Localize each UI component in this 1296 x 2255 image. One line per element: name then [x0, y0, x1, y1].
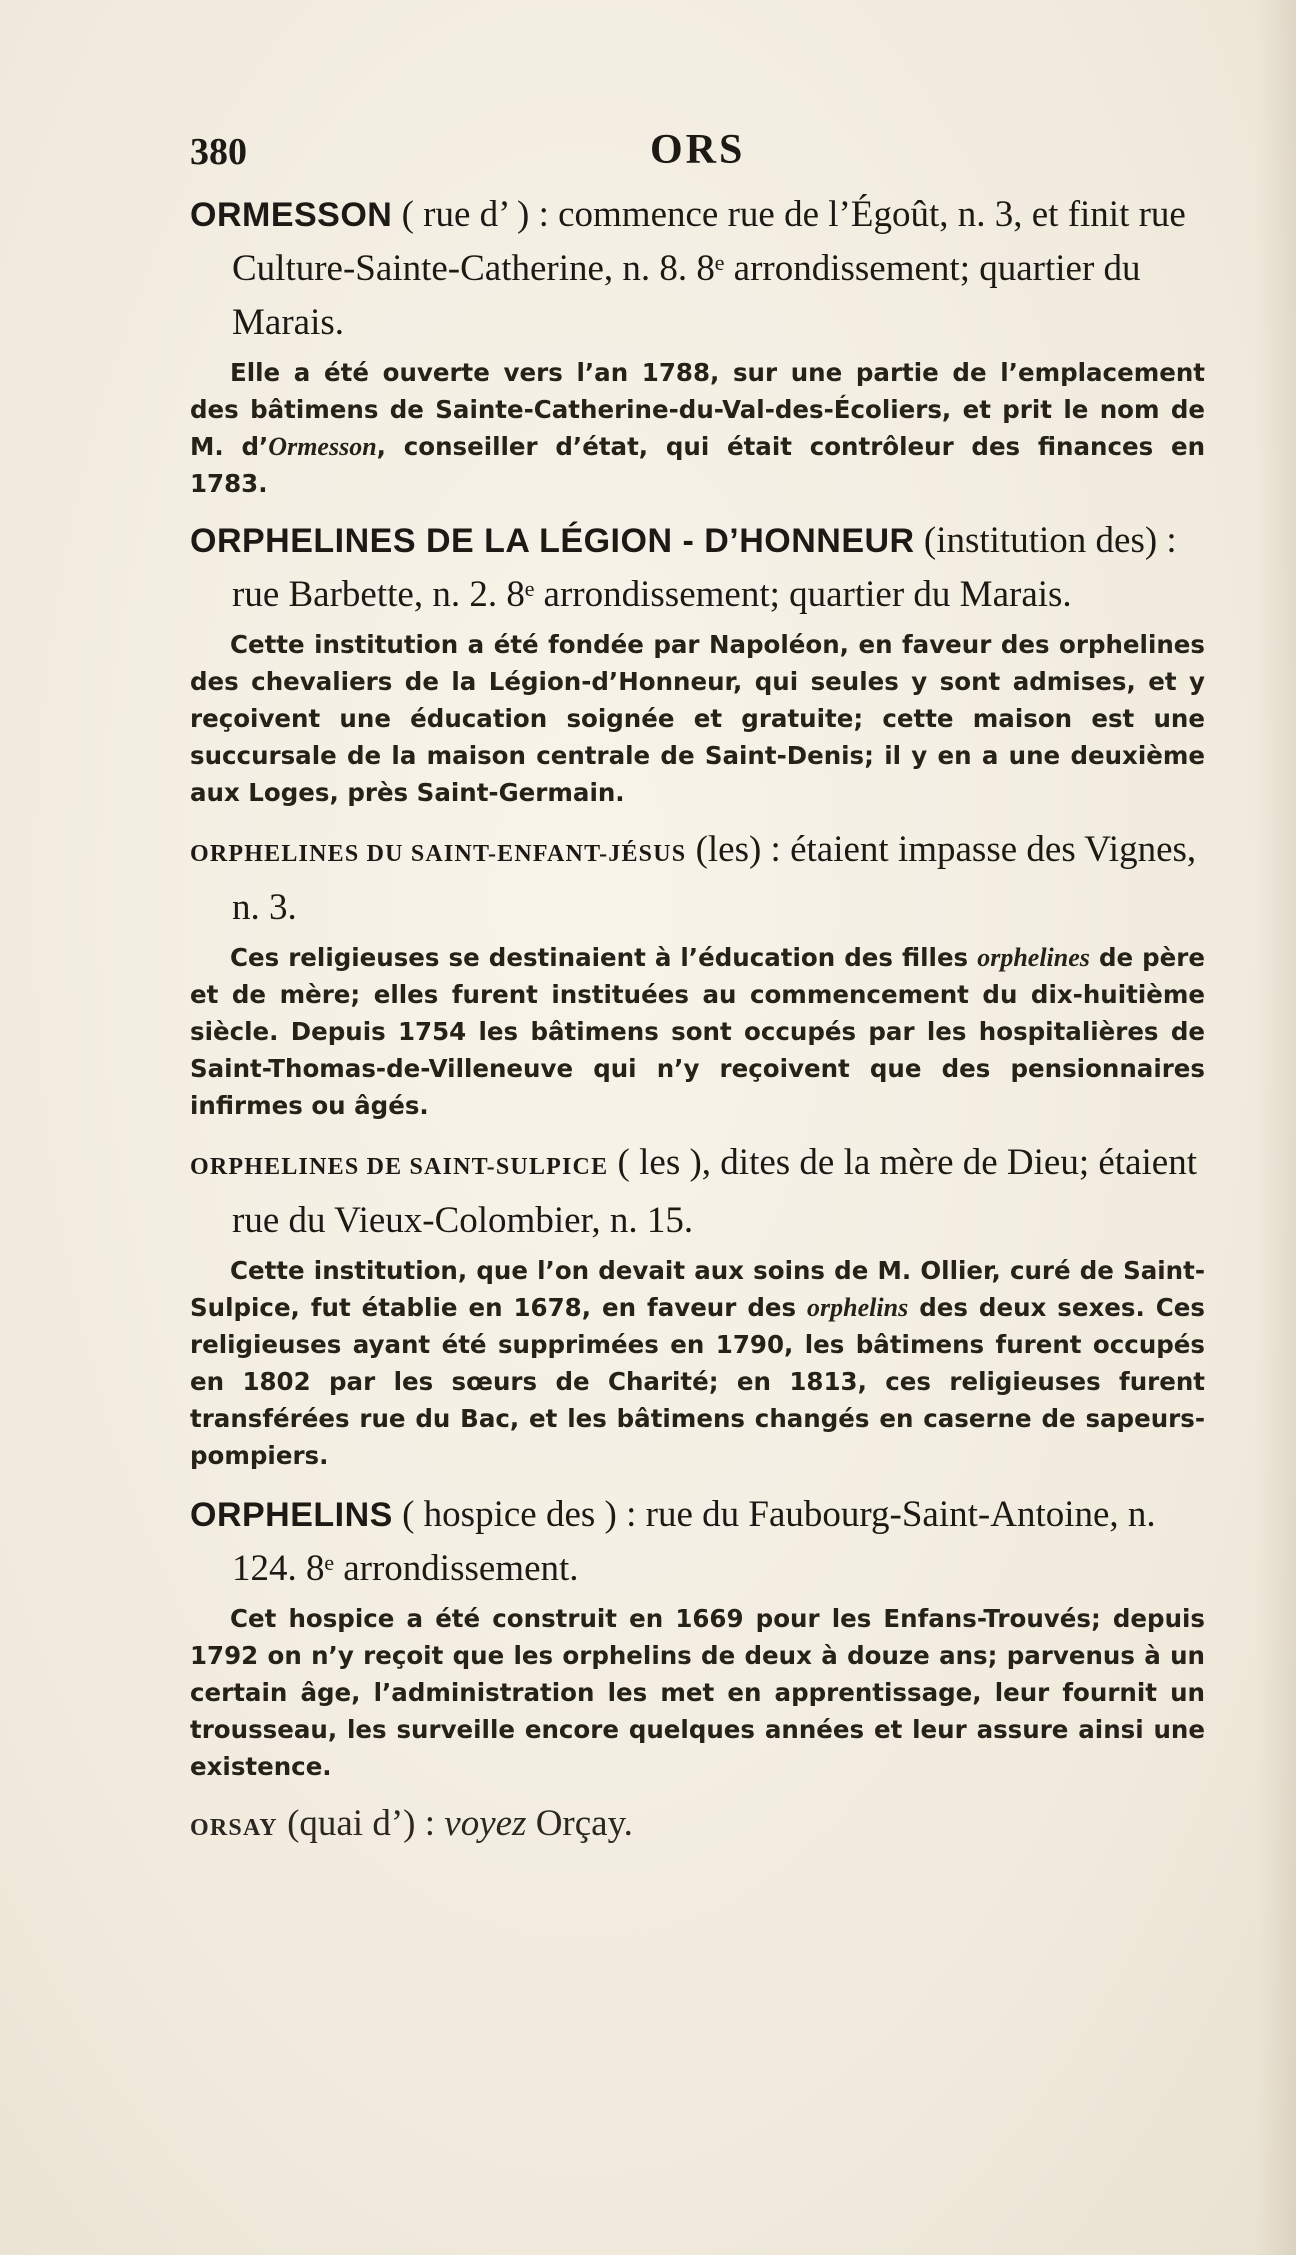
entry-orphelines-saint-enfant-jesus — [190, 823, 1205, 1124]
cross-reference-italic: voyez — [444, 1803, 527, 1844]
entry-heading — [190, 188, 1205, 350]
binding-shadow — [1256, 0, 1296, 2255]
headword: ORPHELINES DE LA LÉGION - D’HONNEUR — [190, 522, 915, 560]
entry-description — [190, 1252, 1205, 1474]
entry-orphelines-saint-sulpice — [190, 1136, 1205, 1474]
entry-description-text: Elle a été ouverte vers l’an 1788, sur une partie de l’emplacement des bâtimens de Sainte-Catherine-du-Val-des-Écoliers, et prit le nom de M. d’ — [190, 358, 1205, 461]
entry-ormesson — [190, 188, 1205, 502]
entry-heading — [190, 1136, 1205, 1248]
page-number: 380 — [190, 131, 247, 173]
entry-orsay — [190, 1797, 1205, 1855]
running-title: ORS — [650, 127, 746, 173]
entry-description — [190, 354, 1205, 502]
headword: ORPHELINES DU SAINT-ENFANT-JÉSUS — [190, 841, 687, 867]
entry-description-text: des deux sexes. Ces religieuses ayant été supprimées en 1790, les bâtimens furent occupés en 1802 par les sœurs de Charité; en 1813, ces religieuses furent transférées rue du Bac, et les bâtimens changés en caserne de sapeurs-pompiers. — [190, 1293, 1205, 1470]
headword: ORMESSON — [190, 196, 393, 234]
entry-description-italic: Ormesson — [268, 432, 377, 461]
entry-heading-text: ( les ), dites de la mère de Dieu; étaient rue du Vieux-Colombier, n. 15. — [232, 1142, 1197, 1241]
entry-heading-text: (institution des) : rue Barbette, n. 2. 8ᵉ arrondissement; quartier du Marais. — [232, 520, 1177, 615]
entry-description-text: , conseiller d’état, qui était contrôleur des finances en 1783. — [190, 432, 1206, 498]
headword: ORPHELINS — [190, 1496, 393, 1534]
entry-description-text: de père et de mère; elles furent instituées au commencement du dix-huitième siècle. Depuis 1754 les bâtimens sont occupés par les hospitalières de Saint-Thomas-de-Villeneuve qui n’y reçoivent que des pensionnaires infirmes ou âgés. — [190, 943, 1205, 1120]
text-column — [190, 118, 1205, 1855]
cross-reference-target: Orçay. — [526, 1803, 633, 1844]
entry-description-text: Cette institution, que l’on devait aux soins de M. Ollier, curé de Saint-Sulpice, fut établie en 1678, en faveur des — [190, 1256, 1205, 1322]
entry-heading — [190, 514, 1205, 622]
headword: ORSAY — [190, 1815, 278, 1841]
entry-description-text: Ces religieuses se destinaient à l’éducation des filles — [230, 943, 978, 972]
entry-heading-text: ( hospice des ) : rue du Faubourg-Saint-Antoine, n. 124. 8ᵉ arrondissement. — [232, 1494, 1156, 1589]
entry-heading-text: (quai d’) : — [277, 1803, 445, 1844]
entry-orphelines-legion-honneur — [190, 514, 1205, 811]
entry-description: Cet hospice a été construit en 1669 pour les Enfans-Trouvés; depuis 1792 on n’y reçoit que les orphelins de deux à douze ans; parvenus à un certain âge, l’administration les met en apprentissage, leur fournit un trousseau, les surveille encore quelques années et leur assure ainsi une existence. — [190, 1604, 1205, 1781]
entry-description: Cette institution a été fondée par Napoléon, en faveur des orphelines des chevaliers de la Légion-d’Honneur, qui seules y sont admises, et y reçoivent une éducation soignée et gratuite; cette maison est une succursale de la maison centrale de Saint-Denis; il y en a une deuxième aux Loges, près Saint-Germain. — [190, 630, 1205, 807]
entry-description-italic: orphelines — [977, 943, 1090, 972]
headword: ORPHELINES DE SAINT-SULPICE — [190, 1154, 609, 1180]
entry-description — [190, 939, 1205, 1124]
entry-description-italic: orphelins — [807, 1293, 909, 1322]
entry-heading — [190, 1797, 1205, 1855]
entry-heading — [190, 1488, 1205, 1596]
running-head — [190, 118, 1205, 188]
entry-heading-text: (les) : étaient impasse des Vignes, n. 3. — [232, 829, 1197, 928]
entry-heading-text: ( rue d’ ) : commence rue de l’Égoût, n. 3, et finit rue Culture-Sainte-Catherine, n. 8. 8ᵉ arrondissement; quartier du Marais. — [232, 194, 1186, 343]
entry-heading — [190, 823, 1205, 935]
entry-orphelins — [190, 1488, 1205, 1785]
